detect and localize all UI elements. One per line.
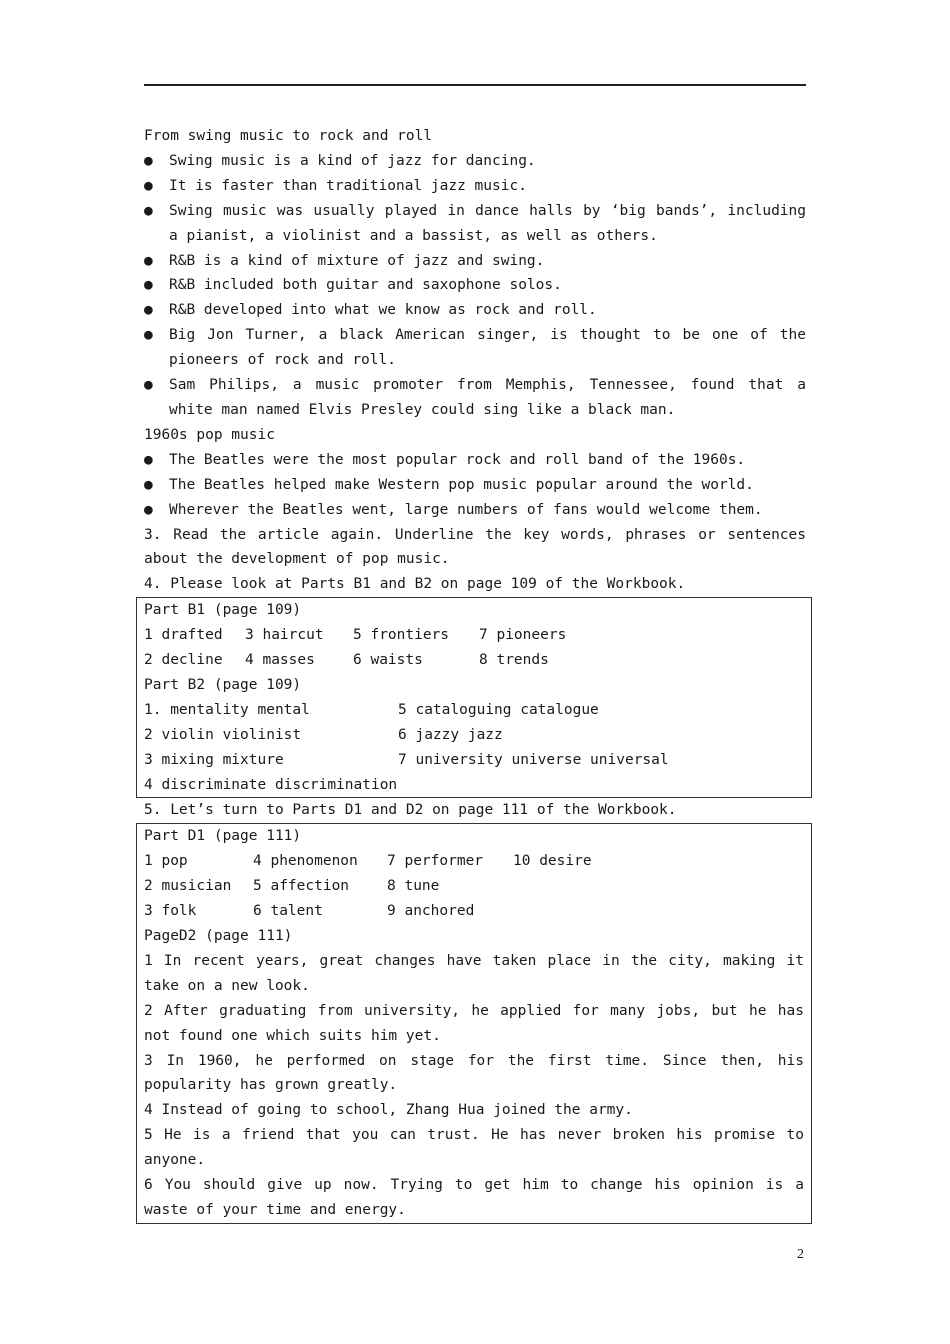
- bullet-item: [144, 273, 806, 298]
- answer-cell: 3 mixing mixture: [144, 751, 284, 768]
- bullet-item: [144, 174, 806, 199]
- bullet-item: [144, 149, 806, 174]
- bullet-text: R&B included both guitar and saxophone solos.: [169, 277, 562, 294]
- bullet-item: [144, 448, 806, 473]
- answer-cell: [398, 773, 698, 798]
- bullet-text: R&B developed into what we know as rock and roll.: [169, 302, 597, 319]
- answer-cell: 7 pioneers: [479, 627, 567, 644]
- bullet-text: Swing music is a kind of jazz for dancing.: [169, 152, 536, 169]
- bullet-list-swing: [144, 149, 806, 423]
- bullet-text: Big Jon Turner, a black American singer, is thought to be one of the pioneers of rock and roll.: [169, 327, 806, 369]
- answer-cell: 10 desire: [513, 853, 592, 870]
- step-4-instruction: 4. Please look at Parts B1 and B2 on page 109 of the Workbook.: [144, 576, 686, 593]
- answer-row: [144, 648, 811, 673]
- header-rule: [144, 84, 806, 86]
- bullet-text: It is faster than traditional jazz music.: [169, 177, 527, 194]
- answer-cell: 4 discriminate discrimination: [144, 776, 398, 793]
- part-d1-title: Part D1 (page 111): [144, 828, 302, 845]
- part-d2-title: PageD2 (page 111): [144, 928, 293, 944]
- answer-row: [144, 723, 811, 748]
- answer-cell: 2 musician: [144, 878, 232, 895]
- bullet-icon: ●: [144, 476, 153, 493]
- bullet-list-1960s: [144, 448, 806, 523]
- bullet-icon: ●: [144, 177, 153, 194]
- document-body: [144, 124, 806, 1224]
- step-5-instruction: 5. Let’s turn to Parts D1 and D2 on page 111 of the Workbook.: [144, 802, 677, 819]
- d2-answer-item: 5 He is a friend that you can trust. He has never broken his promise to anyone.: [144, 1127, 804, 1169]
- answer-row: [144, 773, 811, 798]
- answer-row: [144, 623, 811, 648]
- d2-answer-item: 2 After graduating from university, he applied for many jobs, but he has not found one which suits him yet.: [144, 1002, 804, 1044]
- answer-cell: 6 waists: [353, 652, 423, 669]
- answer-cell: 5 affection: [253, 878, 350, 895]
- answer-box-d: [136, 823, 812, 1224]
- bullet-icon: ●: [144, 451, 153, 468]
- answer-cell: 5 cataloguing catalogue: [398, 701, 599, 718]
- answer-cell: 3 haircut: [245, 627, 324, 644]
- bullet-text: Wherever the Beatles went, large numbers of fans would welcome them.: [169, 501, 763, 518]
- d2-answer-item: 4 Instead of going to school, Zhang Hua joined the army.: [144, 1102, 633, 1119]
- step-3-instruction: 3. Read the article again. Underline the key words, phrases or sentences about the development of pop music.: [144, 526, 806, 568]
- bullet-text: Sam Philips, a music promoter from Memphis, Tennessee, found that a white man named Elvis Presley could sing like a black man.: [169, 377, 806, 418]
- d2-answer-item: 3 In 1960, he performed on stage for the first time. Since then, his popularity has grown greatly.: [144, 1052, 804, 1094]
- answer-row: [144, 899, 804, 924]
- bullet-text: R&B is a kind of mixture of jazz and swing.: [169, 252, 545, 269]
- d2-answer-item: 6 You should give up now. Trying to get him to change his opinion is a waste of your time and energy.: [144, 1177, 804, 1218]
- bullet-item: [144, 249, 806, 274]
- answer-cell: 9 anchored: [387, 903, 475, 920]
- answer-row: [144, 748, 811, 773]
- answer-cell: 8 tune: [387, 878, 440, 895]
- answer-cell: 2 violin violinist: [144, 726, 302, 743]
- section-title-1960s: 1960s pop music: [144, 426, 275, 443]
- bullet-icon: ●: [144, 277, 153, 294]
- answer-cell: 6 jazzy jazz: [398, 726, 503, 743]
- bullet-icon: ●: [144, 501, 153, 518]
- bullet-item: [144, 298, 806, 323]
- bullet-item: [144, 498, 806, 523]
- bullet-item: [144, 373, 806, 423]
- section-title: From swing music to rock and roll: [144, 128, 433, 144]
- answer-cell: 7 university universe universal: [398, 751, 669, 768]
- page-number: 2: [797, 1247, 804, 1262]
- answer-cell: [513, 899, 633, 924]
- bullet-text: Swing music was usually played in dance halls by ‘big bands’, including a pianist, a violinist and a bassist, as well as others.: [169, 202, 806, 244]
- bullet-icon: ●: [144, 202, 153, 219]
- answer-cell: 4 masses: [245, 652, 315, 669]
- bullet-item: [144, 323, 806, 373]
- bullet-icon: ●: [144, 327, 153, 344]
- part-d2-answers: [144, 949, 804, 1223]
- part-d1-answers: [144, 849, 804, 924]
- answer-row: [144, 849, 804, 874]
- bullet-icon: ●: [144, 152, 153, 169]
- answer-cell: 7 performer: [387, 853, 484, 870]
- answer-cell: 2 decline: [144, 652, 223, 669]
- answer-cell: 4 phenomenon: [253, 853, 358, 870]
- answer-row: [144, 698, 811, 723]
- answer-cell: 5 frontiers: [353, 627, 450, 644]
- answer-cell: 1 pop: [144, 853, 188, 870]
- bullet-item: [144, 473, 806, 498]
- bullet-text: The Beatles helped make Western pop music popular around the world.: [169, 476, 754, 493]
- answer-cell: 1. mentality mental: [144, 701, 310, 718]
- part-b1-title: Part B1 (page 109): [144, 602, 302, 619]
- bullet-icon: ●: [144, 252, 153, 269]
- bullet-item: [144, 199, 806, 249]
- answer-cell: [513, 874, 633, 899]
- answer-box-b: [136, 597, 812, 798]
- part-b2-answers: [144, 698, 811, 798]
- bullet-text: The Beatles were the most popular rock and roll band of the 1960s.: [169, 451, 746, 468]
- part-b1-answers: [144, 623, 811, 673]
- bullet-icon: ●: [144, 302, 153, 319]
- bullet-icon: ●: [144, 377, 153, 394]
- answer-cell: 8 trends: [479, 652, 549, 669]
- part-b2-title: Part B2 (page 109): [144, 676, 302, 693]
- answer-cell: 6 talent: [253, 903, 323, 920]
- answer-cell: 1 drafted: [144, 627, 223, 644]
- answer-cell: 3 folk: [144, 903, 197, 920]
- d2-answer-item: 1 In recent years, great changes have taken place in the city, making it take on a new look.: [144, 952, 804, 994]
- answer-row: [144, 874, 804, 899]
